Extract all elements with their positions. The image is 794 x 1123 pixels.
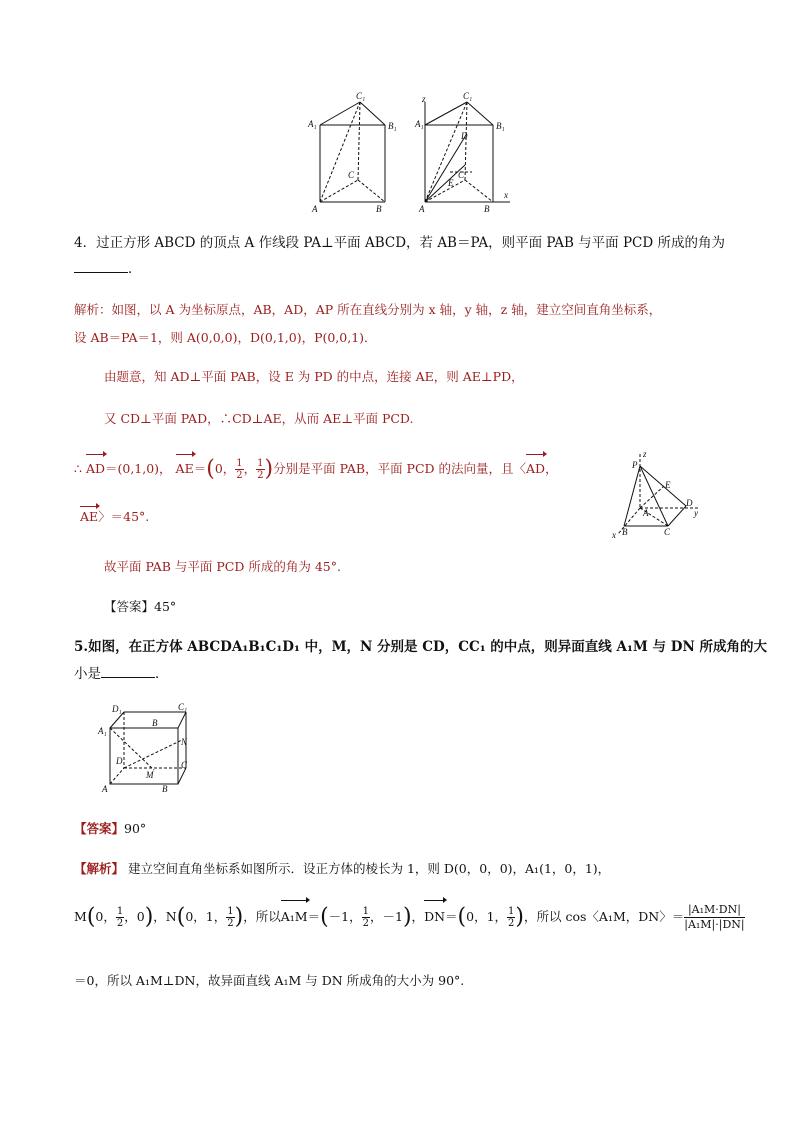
vector-DN: DN [424, 902, 445, 932]
vector-AD: AD [86, 456, 105, 482]
q4-answer [104, 598, 176, 616]
q4-solution-p5: AE〉＝45°. [80, 509, 150, 524]
label-E: E [665, 480, 671, 490]
label-D1: D₁ [112, 704, 122, 714]
label-P: P [632, 460, 638, 470]
q4-line1: 4．过正方形 ABCD 的顶点 A 作线段 PA⊥平面 ABCD，若 AB＝PA，则平面 PAB 与平面 PCD 所成的角为 [74, 235, 725, 251]
label-D-right: D [461, 131, 468, 141]
q5-solution-line3: ＝0，所以 A₁M⊥DN，故异面直线 A₁M 与 DN 所成角的大小为 90°. [74, 973, 465, 988]
label-D: D [686, 498, 693, 508]
label-C: C [664, 527, 671, 537]
label-C1-right: C₁ [463, 91, 473, 101]
label-C-right: C [458, 170, 465, 180]
label-C1: C₁ [178, 702, 188, 712]
vector-AD: AD [526, 456, 545, 482]
fraction-one-half: $\frac{1}{2}$ [257, 458, 264, 481]
q4-solution-p1-line1: 解析：如图，以 A 为坐标原点，AB，AD，AP 所在直线分别为 x 轴，y 轴，z 轴，建立空间直角坐标系， [74, 302, 662, 317]
right-prism-figure [425, 102, 510, 202]
prism-figures [300, 90, 530, 220]
q5-solution-line2: M(0， $\frac{1}{2}$ ，0)，N(0，1， $\frac{1}{2}$ )，所以A₁M＝(－1， $\frac{1}{2}$ ，－1)，DN＝(0，1， $\frac{1}{2}$ )，所以 cos〈A₁M，DN〉＝ $\frac{\text{|A₁M·DN|}}{\text{|A₁M|·|DN|}}$ [74, 903, 745, 931]
q4-solution-p1-line2: 设 AB＝PA＝1，则 A(0,0,0)，D(0,1,0)，P(0,0,1)． [74, 330, 377, 345]
fraction-one-half: $\frac{1}{2}$ [116, 906, 124, 929]
label-B: B [376, 204, 382, 214]
answer-value: 90° [124, 821, 147, 836]
label-B1-right: B₁ [496, 121, 505, 131]
label-B: B [162, 784, 168, 794]
solution-label: 【解析】 [74, 861, 125, 876]
axis-z-label: z [643, 449, 647, 459]
fraction-one-half: $\frac{1}{2}$ [236, 458, 243, 481]
label-A1-right: A₁ [415, 119, 424, 129]
axis-x-label: x [612, 530, 616, 540]
label-D: D [116, 756, 123, 766]
answer-label: 【答案】 [104, 599, 155, 614]
cosine-fraction: $\frac{\text{|A₁M·DN|}}{\text{|A₁M|·|DN|}}$ [684, 903, 745, 931]
label-B1: B [152, 718, 158, 728]
label-A1: A₁ [98, 726, 107, 736]
q5-answer [74, 820, 146, 838]
pyramid-figure [610, 448, 705, 540]
answer-label: 【答案】 [74, 821, 125, 836]
axis-x-label: x [504, 190, 508, 200]
q5-line1: 5.如图，在正方体 ABCDA₁B₁C₁D₁ 中，M，N 分别是 CD，CC₁ 的中点，则异面直线 A₁M 与 DN 所成角的大 [74, 639, 767, 655]
q5-line2: 小是 ． [74, 666, 169, 682]
q4-solution-p4: ∴ AD＝(0,1,0)， AE＝(0， $\frac{1}{2}$ ， $\frac{1}{2}$ )分别是平面 PAB，平面 PCD 的法向量，且〈AD， [74, 456, 558, 482]
label-C1: C₁ [356, 91, 366, 101]
vector-AE: AE [176, 456, 194, 482]
label-A: A [312, 204, 318, 214]
fraction-one-half: $\frac{1}{2}$ [227, 906, 234, 929]
label-B: B [622, 527, 628, 537]
label-A: A [102, 784, 108, 794]
q5-answer-blank [101, 665, 155, 678]
label-E-right: E [448, 178, 454, 188]
q4-solution-p2: 由题意，知 AD⊥平面 PAB，设 E 为 PD 的中点，连接 AE，则 AE⊥PD， [104, 369, 524, 384]
axis-z-label: z [422, 94, 426, 104]
answer-value: 45° [154, 599, 177, 614]
q4-solution-p6: 故平面 PAB 与平面 PCD 所成的角为 45°. [104, 559, 341, 574]
label-N: N [181, 737, 188, 747]
label-C: C [181, 760, 188, 770]
cube-figure [96, 700, 196, 798]
label-A-right: A [419, 204, 425, 214]
axis-y-label: y [694, 508, 698, 518]
q4-answer-blank [74, 260, 128, 273]
q4-solution-p3: 又 CD⊥平面 PAD，∴CD⊥AE，从而 AE⊥平面 PCD. [104, 411, 414, 426]
label-A1: A₁ [308, 119, 317, 129]
q5-solution-line1: 【解析】 建立空间直角坐标系如图所示．设正方体的棱长为 1，则 D(0，0，0)，A₁(1，0，1)， [74, 861, 611, 876]
label-B1: B₁ [388, 121, 397, 131]
vector-AE: AE [80, 509, 99, 524]
q4-line2: ． [74, 259, 142, 279]
fraction-one-half: $\frac{1}{2}$ [362, 906, 369, 929]
fraction-one-half: $\frac{1}{2}$ [508, 906, 515, 929]
label-A: A [643, 508, 649, 518]
label-C: C [348, 170, 355, 180]
vector-A1M: A₁M [281, 902, 308, 932]
label-M: M [146, 770, 154, 780]
left-prism-figure [320, 102, 385, 202]
label-B-right: B [484, 204, 490, 214]
